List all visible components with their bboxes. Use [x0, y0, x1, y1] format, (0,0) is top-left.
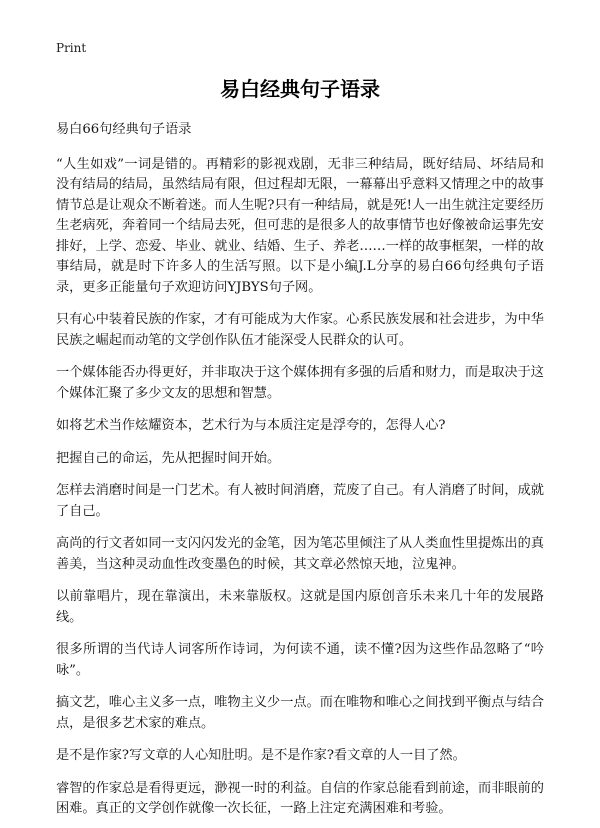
paragraph-quote: 很多所谓的当代诗人词客所作诗词，为何读不通，读不懂?因为这些作品忽略了“吟咏”。	[56, 642, 544, 678]
print-link[interactable]: Print	[56, 41, 87, 55]
paragraph-quote: 睿智的作家总是看得更远，渺视一时的利益。自信的作家总能看到前途，而非眼前的困难。真正的文学创作就像一次长征，一路上注定充满困难和考验。	[56, 780, 544, 816]
paragraph-quote: 怎样去消磨时间是一门艺术。有人被时间消磨，荒废了自己。有人消磨了时间，成就了自己。	[56, 483, 544, 519]
article-subtitle: 易白66句经典句子语录	[56, 122, 192, 137]
page-title: 易白经典句子语录	[220, 77, 380, 101]
paragraph-intro: “人生如戏”一词是错的。再精彩的影视戏剧，无非三种结局，既好结局、坏结局和没有结局的结局，虽然结局有限，但过程却无限，一幕幕出乎意料又情理之中的故事情节总是让观众不断着迷。而人生呢?只有一种结局，就是死!人一出生就注定要经历生老病死，奔着同一个结局去死，但可悲的是很多人的故事情节也好像被命运事先安排好，上学、恋爱、毕业、就业、结婚、生子、养老……一样的故事框架，一样的故事结局，就是时下许多人的生活写照。以下是小编J.L分享的易白66句经典句子语录，更多正能量句子欢迎访问YJBYS句子网。	[56, 156, 544, 295]
paragraph-quote: 把握自己的命运，先从把握时间开始。	[56, 450, 281, 466]
paragraph-quote: 搞文艺，唯心主义多一点，唯物主义少一点。而在唯物和唯心之间找到平衡点与结合点，是很多艺术家的难点。	[56, 695, 544, 731]
paragraph-quote: 一个媒体能否办得更好，并非取决于这个媒体拥有多强的后盾和财力，而是取决于这个媒体汇聚了多少文友的思想和智慧。	[56, 365, 544, 401]
paragraph-quote: 以前靠唱片，现在靠演出，未来靠版权。这就是国内原创音乐未来几十年的发展路线。	[56, 589, 544, 625]
paragraph-quote: 只有心中装着民族的作家，才有可能成为大作家。心系民族发展和社会进步，为中华民族之崛起而动笔的文学创作队伍才能深受人民群众的认可。	[56, 312, 544, 348]
paragraph-quote: 是不是作家?写文章的人心知肚明。是不是作家?看文章的人一目了然。	[56, 748, 466, 763]
paragraph-quote: 如将艺术当作炫耀资本，艺术行为与本质注定是浮夸的，怎得人心?	[56, 418, 446, 433]
paragraph-quote: 高尚的行文者如同一支闪闪发光的金笔，因为笔芯里倾注了从人类血性里提炼出的真善美，当这种灵动血性改变墨色的时候，其文章必然惊天地，泣鬼神。	[56, 536, 544, 572]
